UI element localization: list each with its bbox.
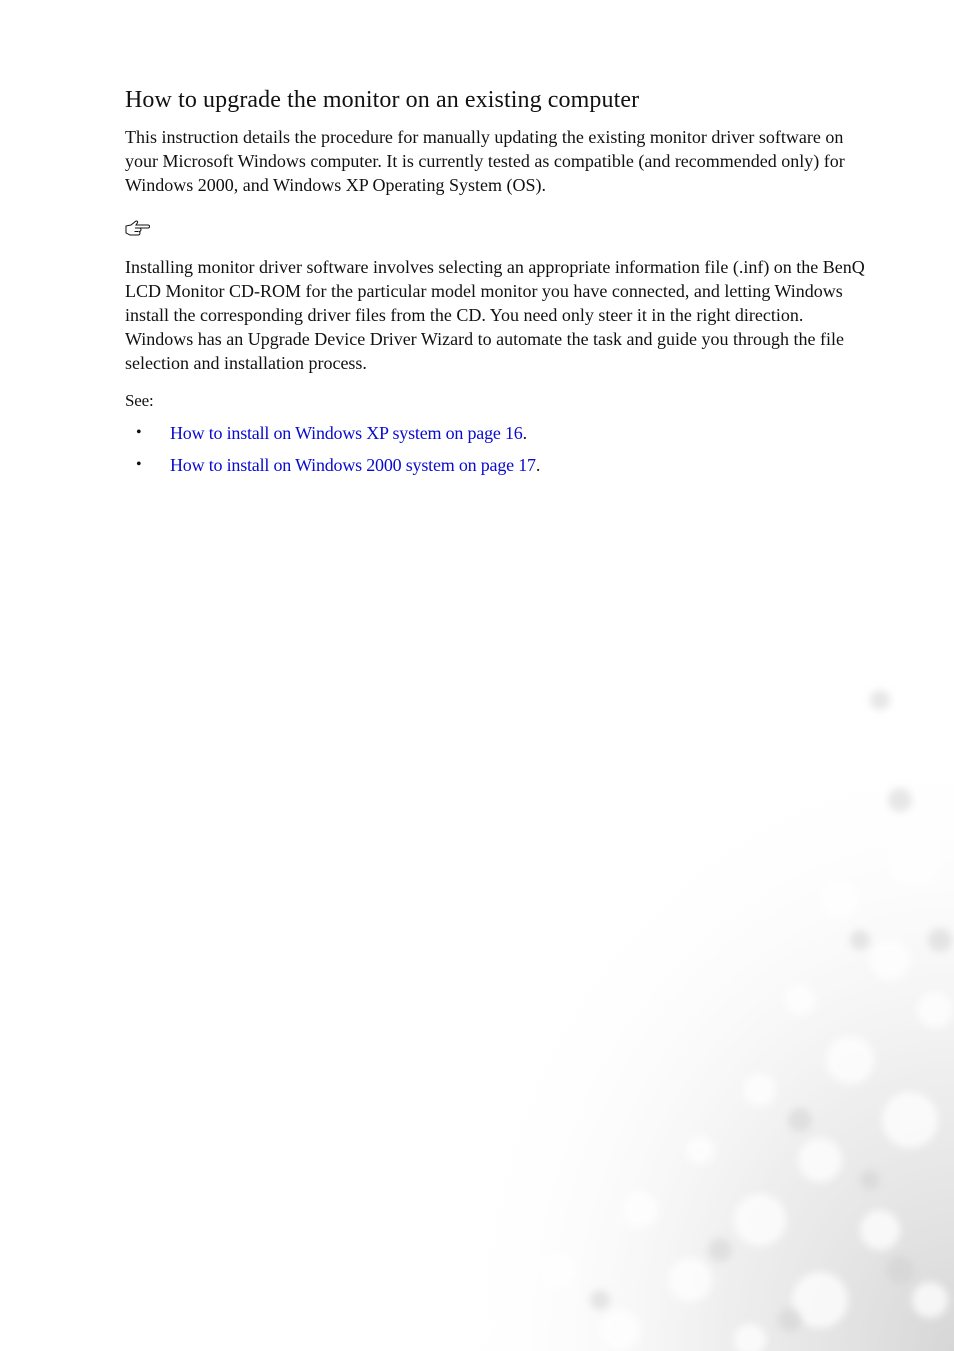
section-title: How to upgrade the monitor on an existing computer	[125, 87, 640, 113]
page-content	[125, 84, 875, 485]
pointing-hand-icon	[125, 220, 150, 236]
intro-paragraph: This instruction details the procedure for manually updating the existing monitor driver software on your Microsoft Windows computer. It is currently tested as compatible (and recommended only) for Windows 2000, and Windows XP Operating System (OS).	[125, 127, 845, 195]
list-item	[125, 453, 875, 477]
see-label: See:	[125, 391, 154, 410]
see-list	[125, 421, 875, 477]
link-install-xp[interactable]: How to install on Windows XP system on page 16	[170, 423, 523, 443]
link-install-2000[interactable]: How to install on Windows 2000 system on page 17	[170, 455, 536, 475]
bullet: •	[136, 424, 142, 441]
list-item	[125, 421, 875, 445]
note-row	[125, 197, 875, 255]
body-paragraph: Installing monitor driver software involves selecting an appropriate information file (.inf) on the BenQ LCD Monitor CD-ROM for the particular model monitor you have connected, and letting Windows install the corresponding driver files from the CD. You need only steer it in the right direction. Windows has an Upgrade Device Driver Wizard to automate the task and guide you through the file selection and installation process.	[125, 257, 865, 373]
bullet: •	[136, 456, 142, 473]
list-item-suffix: .	[522, 423, 527, 443]
list-item-suffix: .	[535, 455, 541, 475]
